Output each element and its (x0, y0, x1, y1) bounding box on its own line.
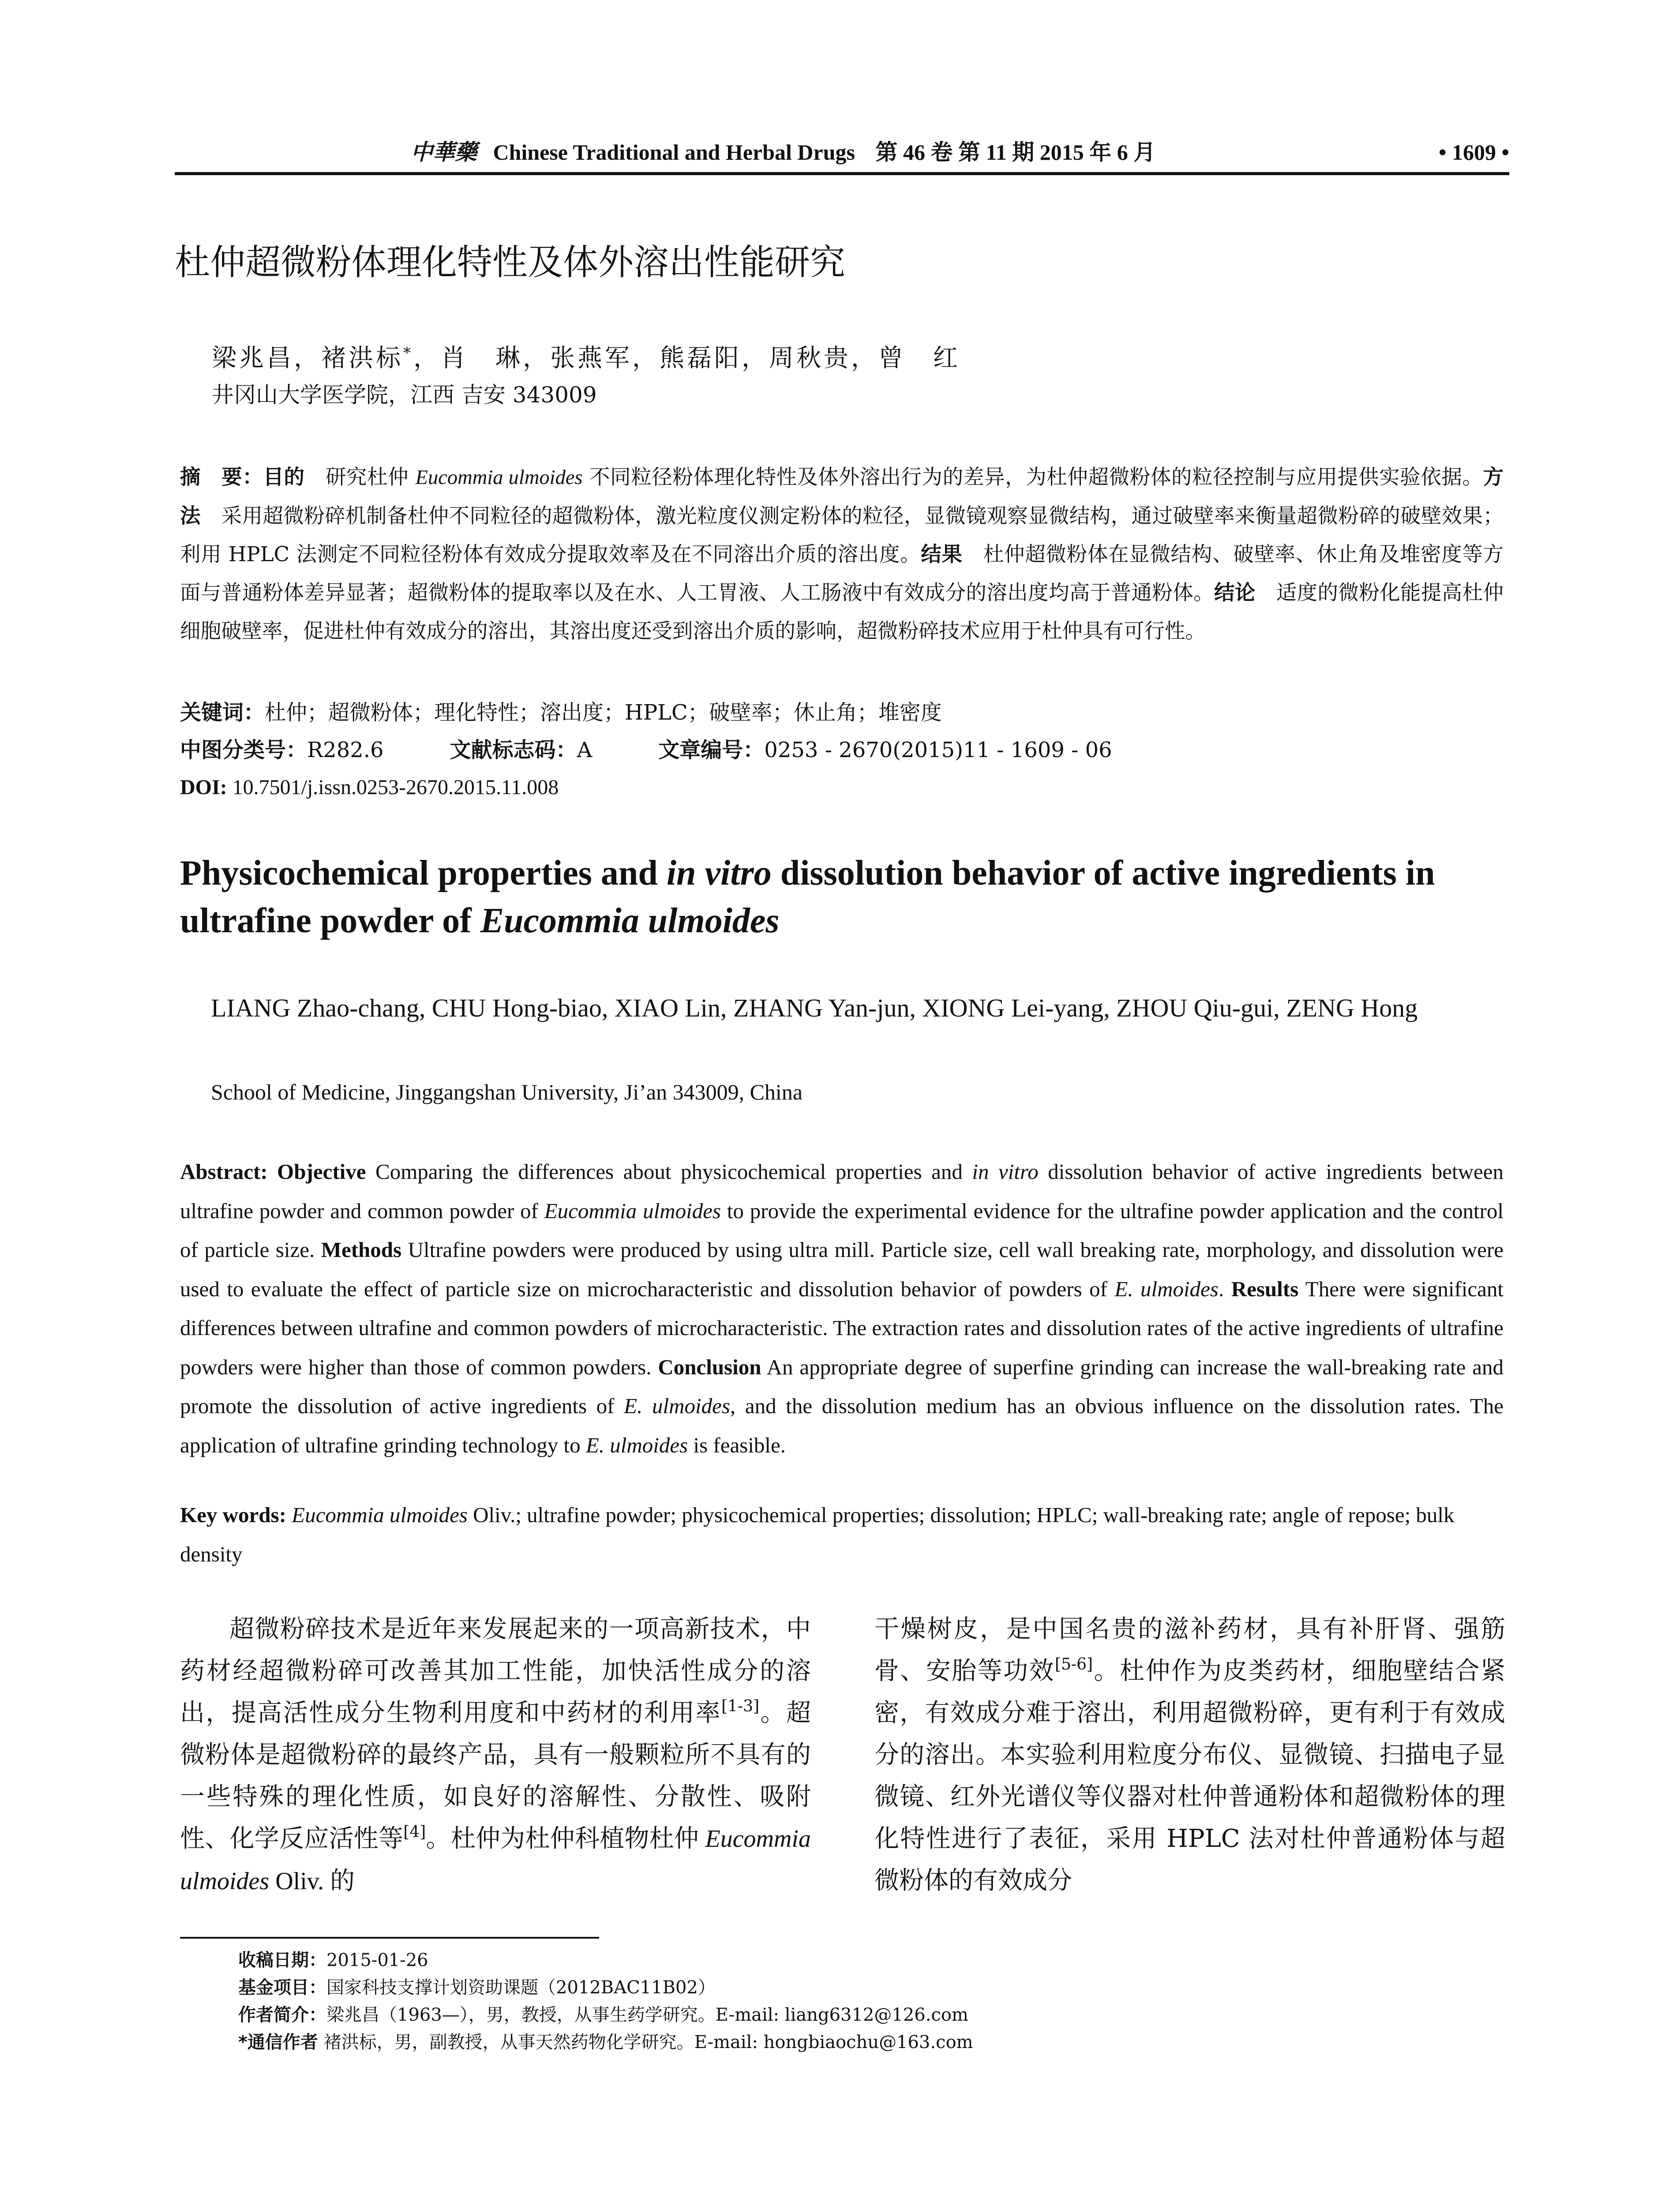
body-left-c: 。杜仲为杜仲科植物杜仲 (426, 1824, 699, 1853)
en-title-species: Eucommia ulmoides (480, 901, 780, 940)
citation-4: [4] (403, 1823, 426, 1841)
body-left-species: Eucommia ulmoides (180, 1825, 811, 1895)
en-keywords (180, 1496, 1504, 1574)
en-keywords-label: Key words: (180, 1503, 286, 1527)
body-left-a: 超微粉碎技术是近年来发展起来的一项高新技术，中药材经超微粉碎可改善其加工性能，加快活性成分的溶出，提高活性成分生物利用度和中药材的利用率 (180, 1615, 811, 1727)
zh-conclusion-text: 适度的微粉化能提高杜仲细胞破壁率，促进杜仲有效成分的溶出，其溶出度还受到溶出介质的影响，超微粉碎技术应用于杜仲具有可行性。 (180, 581, 1504, 643)
en-methods-b: . (1219, 1276, 1231, 1301)
zh-title: 杜仲超微粉体理化特性及体外溶出性能研究 (175, 242, 845, 283)
issue-info: 第 46 卷 第 11 期 2015 年 6 月 (875, 140, 1156, 165)
zh-keywords-label: 关键词： (180, 700, 265, 725)
en-title-b: dissolution behavior of active ingredients in ultrafine powder of (180, 854, 1435, 940)
doc-code-value: A (577, 738, 592, 762)
zh-authors (212, 335, 960, 376)
en-species-abbr-1: E. ulmoides (1114, 1276, 1219, 1301)
zh-objective-label: 目的 (263, 465, 305, 489)
zh-keywords (180, 697, 942, 728)
doi-label: DOI: (180, 776, 227, 799)
en-title-in-vitro: in vitro (666, 854, 772, 893)
zh-authors-a: 梁兆昌，褚洪标 (212, 344, 403, 373)
zh-methods-text: 采用超微粉碎机制备杜仲不同粒径的超微粉体，激光粒度仪测定粉体的粒径，显微镜观察显微结构，通过破壁率来衡量超微粉碎的破壁效果；利用 HPLC 法测定不同粒径粉体有效成分提取效率及在不同溶出介质的溶出度。 (180, 504, 1504, 566)
received-value: 2015-01-26 (326, 1950, 428, 1970)
en-results-label: Results (1231, 1276, 1299, 1301)
en-title-a: Physicochemical properties and (180, 854, 667, 893)
journal-name: Chinese Traditional and Herbal Drugs (493, 140, 855, 165)
en-results-text: There were significant differences between ultrafine and common powders of microcharacteristic. The extraction rates and dissolution rates of the active ingredients of ultrafine powders were higher than those of common powders. (180, 1276, 1504, 1379)
en-objective-b: dissolution behavior of active ingredients between ultrafine powder and common powder of (180, 1159, 1504, 1223)
zh-methods-label: 方法 (180, 465, 1504, 528)
fund-value: 国家科技支撑计划资助课题（2012BAC11B02） (326, 1977, 716, 1998)
zh-affiliation: 井冈山大学医学院，江西 吉安 343009 (212, 382, 597, 408)
en-species-abbr-2: E. ulmoides (624, 1394, 730, 1418)
footnote-rule (180, 1937, 599, 1939)
en-methods-a: Ultrafine powders were produced by using ultra mill. Particle size, cell wall breaking rate, morphology, and dissolution were used to evaluate the effect of particle size on microcharacteristic and dissolution behavior of powders of (180, 1238, 1504, 1301)
en-species: Eucommia ulmoides (544, 1198, 721, 1223)
en-in-vitro: in vitro (972, 1159, 1039, 1184)
doc-code-label: 文献标志码： (450, 738, 577, 762)
zh-objective-text-b: 不同粒径粉体理化特性及体外溶出行为的差异，为杜仲超微粉体的粒径控制与应用提供实验依据。 (582, 465, 1483, 489)
zh-abstract (180, 458, 1504, 650)
doi-line (180, 772, 559, 803)
en-methods-label: Methods (321, 1238, 402, 1262)
zh-species: Eucommia ulmoides (415, 466, 583, 489)
en-conclusion-b: , and the dissolution medium has an obvious influence on the dissolution rates. The application of ultrafine grinding technology to (180, 1394, 1504, 1457)
zh-abstract-label: 摘 要： (180, 465, 263, 489)
en-authors: LIANG Zhao-chang, CHU Hong-biao, XIAO Lin, ZHANG Yan-jun, XIONG Lei-yang, ZHOU Qiu-gui, ZENG Hong (211, 994, 1418, 1022)
en-affiliation: School of Medicine, Jinggangshan University, Ji’an 343009, China (211, 1080, 803, 1104)
en-objective-a: Comparing the differences about physicochemical properties and (366, 1159, 972, 1184)
en-species-abbr-3: E. ulmoides (585, 1433, 688, 1457)
zh-conclusion-label: 结论 (1214, 581, 1256, 604)
footnote-corresponding (238, 2029, 973, 2056)
author-bio-value: 梁兆昌（1963—），男，教授，从事生药学研究。E-mail: liang6312@126.com (326, 2005, 968, 2025)
corresponding-label: *通信作者 (238, 2032, 318, 2052)
body-left-d: Oliv. 的 (269, 1868, 355, 1895)
body-column-right (874, 1608, 1505, 1902)
clc-label: 中图分类号： (180, 738, 308, 762)
corresponding-mark: * (403, 344, 413, 362)
running-header (175, 135, 1509, 170)
en-conclusion-c: is feasible. (688, 1433, 786, 1457)
zh-authors-b: ，肖 琳，张燕军，熊磊阳，周秋贵，曾 红 (413, 344, 960, 373)
en-conclusion-a: An appropriate degree of superfine grinding can increase the wall-breaking rate and promote the dissolution of active ingredients of (180, 1354, 1504, 1418)
body-right-a: 干燥树皮，是中国名贵的滋补药材，具有补肝肾、强筋骨、安胎等功效 (874, 1615, 1505, 1685)
en-abstract (180, 1152, 1504, 1465)
author-bio-label: 作者简介： (238, 2005, 326, 2025)
en-keywords-text: Oliv.; ultrafine powder; physicochemical properties; dissolution; HPLC; wall-breaking rate; angle of repose; bulk density (180, 1503, 1455, 1566)
zh-objective-text-a: 研究杜仲 (304, 465, 416, 489)
footnote-author (238, 2001, 968, 2029)
journal-logo: 中華藥 (411, 140, 477, 165)
en-keywords-species: Eucommia ulmoides (286, 1503, 468, 1527)
body-right-b: 。杜仲作为皮类药材，细胞壁结合紧密，有效成分难于溶出，利用超微粉碎，更有利于有效成分的溶出。本实验利用粒度分布仪、显微镜、扫描电子显微镜、红外光谱仪等仪器对杜仲普通粉体和超微粉体的理化特性进行了表征，采用 HPLC 法对杜仲普通粉体与超微粉体的有效成分 (874, 1657, 1506, 1895)
corresponding-value: 褚洪标，男，副教授，从事天然药物化学研究。E-mail: hongbiaochu@163.com (318, 2032, 973, 2052)
en-objective-c: to provide the experimental evidence for the ultrafine powder application and the control of particle size. (180, 1198, 1504, 1262)
zh-results-label: 结果 (921, 542, 963, 566)
zh-keywords-text: 杜仲；超微粉体；理化特性；溶出度；HPLC；破壁率；休止角；堆密度 (265, 700, 942, 725)
body-left-b: 。超微粉体是超微粉碎的最终产品，具有一般颗粒所不具有的一些特殊的理化性质，如良好的溶解性、分散性、吸附性、化学反应活性等 (180, 1699, 811, 1853)
zh-results-text: 杜仲超微粉体在显微结构、破壁率、休止角及堆密度等方面与普通粉体差异显著；超微粉体的提取率以及在水、人工胃液、人工肠液中有效成分的溶出度均高于普通粉体。 (180, 542, 1504, 604)
citation-5-6: [5-6] (1055, 1655, 1093, 1673)
doi-value: 10.7501/j.issn.0253-2670.2015.11.008 (227, 776, 559, 799)
en-title (180, 849, 1526, 945)
en-abstract-label: Abstract: (180, 1159, 268, 1184)
received-label: 收稿日期： (238, 1950, 326, 1970)
classification-line (180, 735, 1112, 765)
footnote-received (238, 1947, 428, 1974)
en-objective-label: Objective (277, 1159, 366, 1184)
article-no-label: 文章编号： (658, 738, 765, 762)
fund-label: 基金项目： (238, 1977, 326, 1998)
header-rule (175, 172, 1509, 175)
en-conclusion-label: Conclusion (658, 1354, 761, 1379)
article-no-value: 0253 - 2670(2015)11 - 1609 - 06 (764, 738, 1112, 762)
clc-value: R282.6 (307, 738, 384, 762)
footnote-fund (238, 1974, 716, 2001)
citation-1-3: [1-3] (721, 1697, 760, 1715)
page-number: • 1609 • (1438, 140, 1509, 165)
body-column-left (180, 1608, 811, 1902)
